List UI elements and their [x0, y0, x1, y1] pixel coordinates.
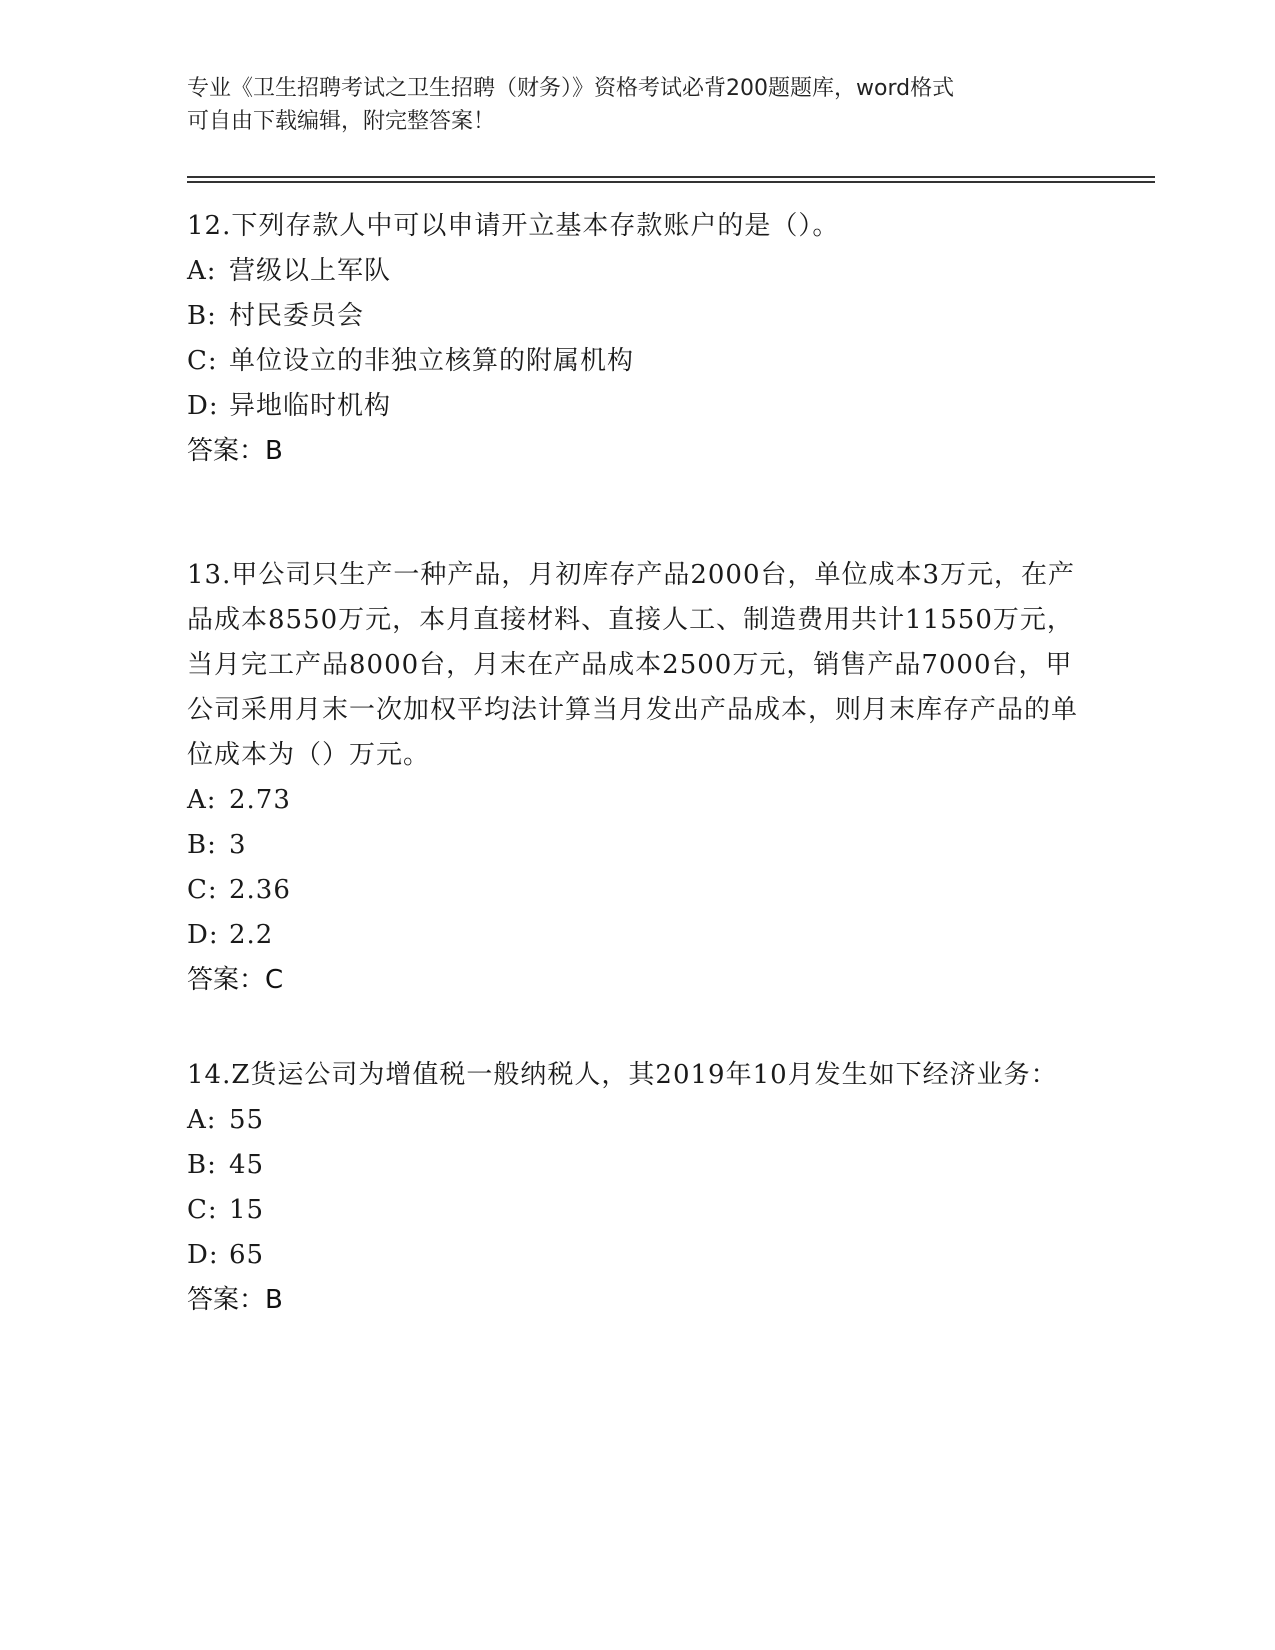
option-d	[187, 384, 1087, 429]
option-b	[187, 294, 1087, 339]
question-13	[187, 553, 1087, 1003]
option-a	[187, 1098, 1087, 1143]
question-14	[187, 1053, 1087, 1323]
option-c	[187, 868, 1087, 913]
question-text: 13.甲公司只生产一种产品，月初库存产品2000台，单位成本3万元，在产品成本8550万元，本月直接材料、直接人工、制造费用共计11550万元，当月完工产品8000台，月末在产品成本2500万元，销售产品7000台，甲公司采用月末一次加权平均法计算当月发出产品成本，则月末库存产品的单位成本为（）万元。	[187, 560, 1079, 770]
option-letter: B:	[187, 301, 217, 331]
option-letter: C:	[187, 346, 218, 376]
option-text: 2.73	[229, 785, 291, 815]
option-letter: D:	[187, 1240, 219, 1270]
option-text: 55	[229, 1105, 265, 1135]
option-letter: B:	[187, 1150, 217, 1180]
option-text: 营级以上军队	[229, 256, 392, 286]
option-a	[187, 249, 1087, 294]
question-12	[187, 204, 1087, 474]
option-text: 2.2	[229, 920, 274, 950]
option-letter: A:	[187, 1105, 217, 1135]
header-line-2: 可自由下载编辑，附完整答案！	[187, 109, 496, 134]
option-c	[187, 339, 1087, 384]
option-letter: C:	[187, 1195, 218, 1225]
header-divider-bottom	[187, 181, 1155, 183]
option-text: 异地临时机构	[229, 391, 392, 421]
option-b	[187, 1143, 1087, 1188]
answer-line: 答案：B	[187, 436, 283, 466]
header-divider-top	[187, 176, 1155, 178]
option-text: 3	[229, 830, 247, 860]
question-text: 12.下列存款人中可以申请开立基本存款账户的是（）。	[187, 211, 840, 241]
answer-line: 答案：C	[187, 965, 284, 995]
option-b	[187, 823, 1087, 868]
option-text: 15	[229, 1195, 265, 1225]
document-header	[187, 72, 1087, 138]
option-text: 单位设立的非独立核算的附属机构	[229, 346, 635, 376]
option-letter: C:	[187, 875, 218, 905]
header-line-1: 专业《卫生招聘考试之卫生招聘（财务）》资格考试必背200题题库，word格式	[187, 76, 955, 101]
answer-line: 答案：B	[187, 1285, 283, 1315]
option-letter: B:	[187, 830, 217, 860]
option-d	[187, 913, 1087, 958]
option-letter: A:	[187, 785, 217, 815]
option-a	[187, 778, 1087, 823]
option-text: 村民委员会	[229, 301, 365, 331]
option-text: 65	[229, 1240, 265, 1270]
option-text: 2.36	[229, 875, 291, 905]
option-letter: D:	[187, 920, 219, 950]
option-letter: A:	[187, 256, 217, 286]
option-text: 45	[229, 1150, 265, 1180]
option-d	[187, 1233, 1087, 1278]
question-text: 14.Z货运公司为增值税一般纳税人，其2019年10月发生如下经济业务：	[187, 1060, 1058, 1090]
option-c	[187, 1188, 1087, 1233]
option-letter: D:	[187, 391, 219, 421]
